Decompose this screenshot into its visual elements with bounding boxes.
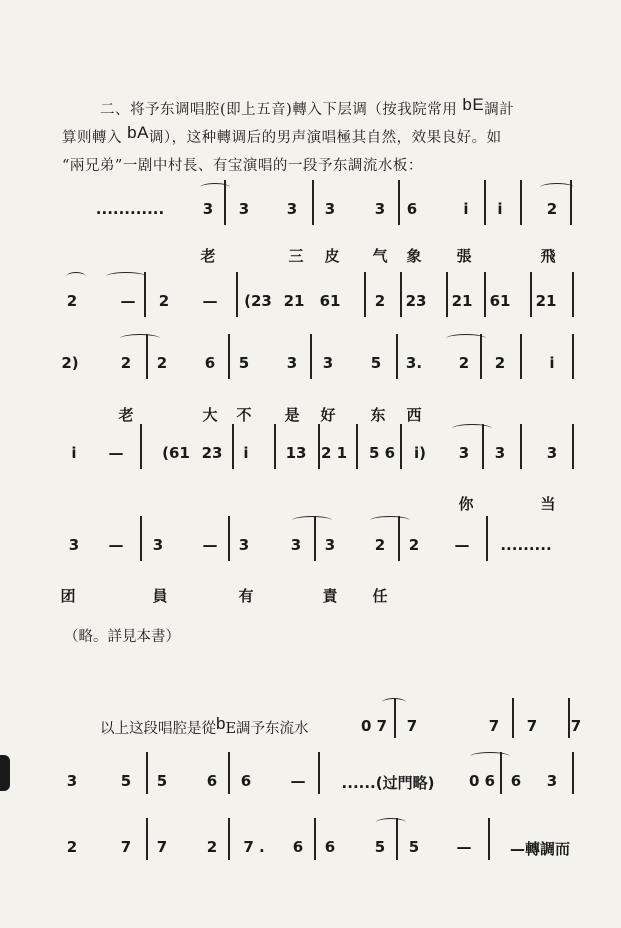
score-row3-token: 2 [156, 354, 168, 372]
bar-line [520, 334, 522, 379]
score-lyr5-token: 有 [238, 587, 254, 605]
bar-line [484, 272, 486, 317]
score-row3-token: i [549, 354, 555, 372]
intro-text-2: 算则轉入 [62, 130, 128, 146]
score-row4-token: (61 [162, 444, 190, 462]
score-row2-token: (23 [244, 292, 272, 310]
section2-row1-token: 7 [488, 717, 500, 735]
bar-line [312, 180, 314, 225]
slur-mark [106, 272, 146, 281]
score-row3-token: 5 [238, 354, 250, 372]
score-row2-token: 21 [535, 292, 557, 310]
bar-line [228, 334, 230, 379]
bar-line [530, 272, 532, 317]
score-row3-token: 3 [286, 354, 298, 372]
section2-row3-token: 7 . [243, 838, 265, 856]
section2-row3-token: 2 [206, 838, 218, 856]
score-lyr3-token: 东 [370, 406, 386, 424]
section2-flat: b [216, 714, 226, 733]
score-row2-token: 2 [374, 292, 386, 310]
bar-line [236, 272, 238, 317]
section2-row2-token: 3 [546, 772, 558, 790]
score-row3-token: 2 [120, 354, 132, 372]
score-row5-token: 3 [68, 536, 80, 554]
bar-line [228, 818, 230, 860]
score-lyr3-token: 老 [118, 406, 134, 424]
score-row3-token: 3 [322, 354, 334, 372]
section2-lead [100, 714, 309, 738]
slur-mark [370, 516, 410, 525]
intro-text-1: 二、将予东调唱腔(即上五音)轉入下层调（按我院常用 [100, 102, 463, 118]
bar-line [446, 272, 448, 317]
score-lyr1-token: 飛 [540, 247, 556, 265]
score-row1-token: i [463, 200, 469, 218]
section2-row2-token: 3 [66, 772, 78, 790]
bar-line [318, 752, 320, 794]
score-row2-token: 21 [283, 292, 305, 310]
bar-line [274, 424, 276, 469]
score-row2-token: 61 [319, 292, 341, 310]
score-row5-token: 3 [238, 536, 250, 554]
slur-mark [382, 698, 406, 707]
score-row1-token: 6 [406, 200, 418, 218]
intro-text-1-end: 調計 [484, 102, 515, 118]
bar-line [228, 752, 230, 794]
section2-row3-token: 2 [66, 838, 78, 856]
score-lyr4-token: 当 [540, 495, 556, 513]
score-row5-token: ......... [500, 536, 552, 554]
section2-lead-end: E調予东流水 [225, 721, 309, 737]
score-lyr1-token: 三 [288, 247, 304, 265]
intro-text-3: “兩兄弟”一剧中村長、有宝演唱的一段予东調流水板： [62, 158, 423, 174]
bar-line [140, 516, 142, 561]
bar-line [572, 334, 574, 379]
slur-mark [446, 334, 486, 343]
score-row1-token: 3 [374, 200, 386, 218]
bar-line [318, 424, 320, 469]
score-row5-token: — [202, 536, 218, 554]
section2-row1-token: 7 [526, 717, 538, 735]
slur-mark [376, 818, 406, 827]
score-row4-token: 2 1 [320, 444, 348, 462]
score-row1-token: ............ [95, 200, 165, 218]
bar-line [400, 272, 402, 317]
bar-line [146, 818, 148, 860]
section2-row2-token: ......(过門略) [341, 774, 435, 792]
intro-text-2-end: 调），这种轉调后的男声演唱極其自然，效果良好。如 [148, 130, 502, 146]
section2-row2-token: 5 [120, 772, 132, 790]
bar-line [488, 818, 490, 860]
bar-line [396, 334, 398, 379]
section2-row3-token: 6 [324, 838, 336, 856]
section2-row2-token: 6 [510, 772, 522, 790]
intro-line-2 [62, 123, 502, 147]
score-row4-token: i) [414, 444, 426, 462]
bar-line [568, 698, 570, 738]
score-row4-token: i [71, 444, 77, 462]
section2-lead-text: 以上这段唱腔是從 [100, 721, 216, 737]
score-row4-token: i [243, 444, 249, 462]
score-row2-token: — [120, 292, 136, 310]
score-row4-token: 23 [201, 444, 223, 462]
bar-line [140, 424, 142, 469]
section2-row2-token: — [290, 772, 306, 790]
score-row3-token: 2 [458, 354, 470, 372]
omission-note: （略。詳見本書） [64, 629, 180, 645]
score-lyr1-token: 老 [200, 247, 216, 265]
score-row5-token: 3 [324, 536, 336, 554]
score-row3-token: 6 [204, 354, 216, 372]
score-row5-token: — [454, 536, 470, 554]
section2-row1-token: 7 [570, 717, 582, 735]
score-row4-token: 3 [494, 444, 506, 462]
binding-edge-mark [0, 755, 10, 791]
score-row1-token: 3 [202, 200, 214, 218]
score-row3-token: 5 [370, 354, 382, 372]
score-row5-token: — [108, 536, 124, 554]
bar-line [310, 334, 312, 379]
bar-line [314, 818, 316, 860]
section2-row2-token: 0 6 [468, 772, 496, 790]
score-row5-token: 3 [152, 536, 164, 554]
score-lyr1-token: 象 [406, 247, 422, 265]
section2-row3-token: 5 [408, 838, 420, 856]
score-row1-token: 3 [238, 200, 250, 218]
score-lyr3-token: 大 [202, 406, 218, 424]
bar-line [146, 752, 148, 794]
score-lyr4-token: 你 [458, 495, 474, 513]
bar-line [356, 424, 358, 469]
score-row5-token: 3 [290, 536, 302, 554]
score-row5-token: 2 [408, 536, 420, 554]
flat-key-a: bA [127, 123, 149, 142]
bar-line [484, 180, 486, 225]
slur-mark [120, 334, 160, 343]
section2-row3-token: —轉調而 [509, 840, 571, 858]
section2-row2-token: 6 [206, 772, 218, 790]
section2-row1-token: 0 7 [360, 717, 388, 735]
score-row1-token: 3 [324, 200, 336, 218]
intro-line-3 [62, 154, 423, 175]
score-lyr5-token: 員 [152, 587, 168, 605]
slur-mark [540, 183, 574, 192]
score-row2-token: 21 [451, 292, 473, 310]
score-lyr5-token: 任 [372, 587, 388, 605]
section2-row3-token: — [456, 838, 472, 856]
bar-line [520, 180, 522, 225]
score-row4-token: — [108, 444, 124, 462]
bar-line [400, 424, 402, 469]
bar-line [398, 180, 400, 225]
bar-line [228, 516, 230, 561]
score-row2-token: 23 [405, 292, 427, 310]
score-row4-token: 3 [546, 444, 558, 462]
score-row4-token: 3 [458, 444, 470, 462]
score-row3-token: 2) [61, 354, 79, 372]
score-row2-token: — [202, 292, 218, 310]
score-lyr5-token: 团 [60, 587, 76, 605]
score-lyr1-token: 皮 [324, 247, 340, 265]
score-lyr1-token: 气 [372, 247, 388, 265]
section2-row2-token: 6 [240, 772, 252, 790]
bar-line [572, 424, 574, 469]
bar-line [572, 752, 574, 794]
score-row3-token: 2 [494, 354, 506, 372]
slur-mark [66, 272, 86, 281]
score-row3-token: 3. [405, 354, 423, 372]
score-row4-token: 5 6 [368, 444, 396, 462]
score-lyr3-token: 是 [284, 406, 300, 424]
score-row1-token: 3 [286, 200, 298, 218]
score-row2-token: 2 [66, 292, 78, 310]
score-row2-token: 2 [158, 292, 170, 310]
bar-line [512, 698, 514, 738]
section2-row3-token: 5 [374, 838, 386, 856]
score-lyr3-token: 不 [236, 406, 252, 424]
bar-line [572, 272, 574, 317]
slur-mark [470, 752, 510, 761]
score-row4-token: 13 [285, 444, 307, 462]
bar-line [232, 424, 234, 469]
score-row5-token: 2 [374, 536, 386, 554]
score-lyr3-token: 好 [320, 406, 336, 424]
score-lyr1-token: 張 [456, 247, 472, 265]
score-row1-token: 2 [546, 200, 558, 218]
slur-mark [452, 424, 492, 433]
score-lyr5-token: 責 [322, 587, 338, 605]
bar-line [364, 272, 366, 317]
intro-line-1 [100, 95, 515, 119]
flat-key-e: bE [462, 95, 485, 114]
bar-line [520, 424, 522, 469]
bar-line [486, 516, 488, 561]
section2-row3-token: 7 [156, 838, 168, 856]
slur-mark [200, 183, 230, 192]
score-row2-token: 61 [489, 292, 511, 310]
score-lyr3-token: 西 [406, 406, 422, 424]
section2-row3-token: 7 [120, 838, 132, 856]
section2-row2-token: 5 [156, 772, 168, 790]
section2-row1-token: 7 [406, 717, 418, 735]
section2-row3-token: 6 [292, 838, 304, 856]
score-row1-token: i [497, 200, 503, 218]
slur-mark [292, 516, 332, 525]
